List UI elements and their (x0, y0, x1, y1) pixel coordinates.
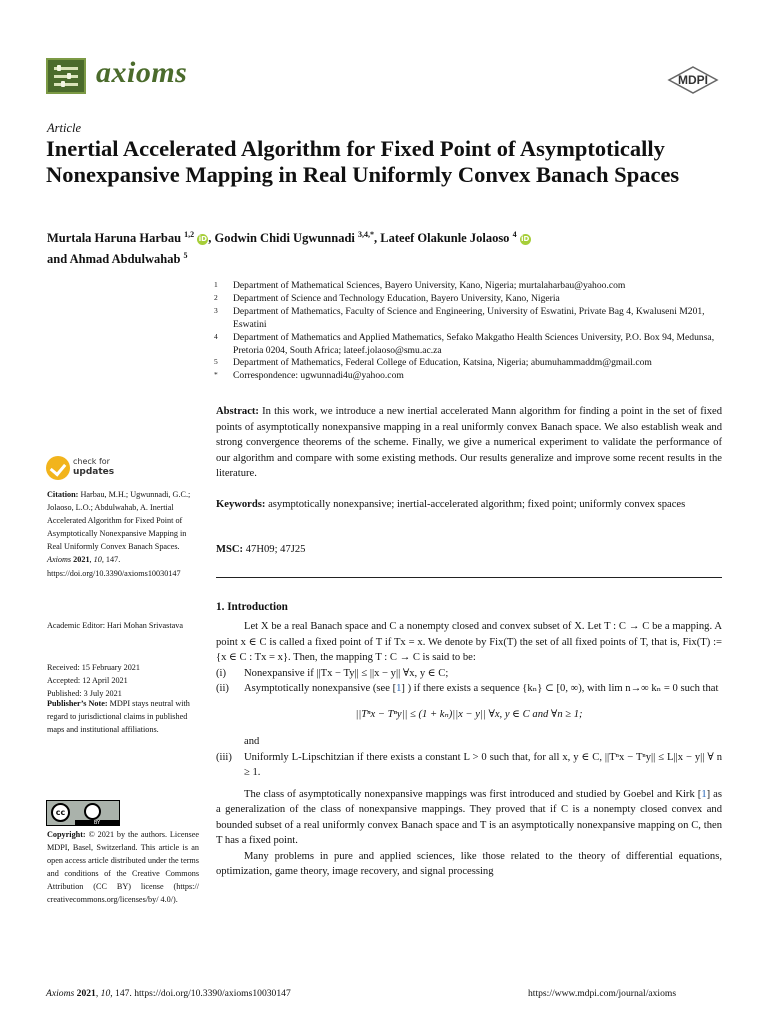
published-date: Published: 3 July 2021 (47, 689, 122, 699)
author-name[interactable]: Lateef Olakunle Jolaoso (380, 231, 510, 246)
paragraph: Let X be a real Banach space and C a nonempty closed and convex subset of X. Let T : C → C be a mapping. A point x ∈ C is called a fixed point of T if Tx = x. We denote by Fix(T) the set of all fixed points of T, that is, Fix(T) := {x ∈ C : Tx = x}. Then, the mapping T : C → C is said to be: (216, 621, 722, 663)
section-heading: 1. Introduction (216, 601, 288, 613)
affiliation-item: 1 Department of Mathematical Sciences, Bayero University, Kano, Nigeria; murtalaharbau@yahoo.com (214, 280, 626, 291)
citation-doi-link[interactable]: , 147. https://doi.org/10.3390/axioms10030147 (47, 555, 181, 578)
msc-label: MSC: (216, 544, 244, 555)
article-type: Article (47, 121, 82, 135)
check-for-updates-button[interactable]: check for updates (46, 456, 176, 484)
author-sup: 4 (512, 230, 517, 239)
list-item: (iii) Uniformly L-Lipschitzian if there exists a constant L > 0 such that, for all x, y ∈ C, ||Tⁿx − Tⁿy|| ≤ L||x − y|| ∀ n ≥ 1. (216, 751, 722, 778)
paragraph: Many problems in pure and applied sciences, like those related to the theory of differential equations, optimization, game theory, image recovery, and signal processing (216, 850, 722, 877)
author-list: Murtala Haruna Harbau $^{1,2}$ iD, Godwin Chidi Ugwunnadi $^{3,4,*}$, Lateef Olakunle Jolaoso $^4$ iD and Ahmad Abdulwahab $^5$ (47, 230, 530, 267)
equation: ||Tⁿx − Tⁿy|| ≤ (1 + kₙ)||x − y|| ∀x, y ∈ C and ∀n ≥ 1; (355, 708, 583, 720)
affiliation-item: 4 Department of Mathematics and Applied Mathematics, Sefako Makgatho Health Sciences University, P.O. Box 94, Medunsa, Pretoria 0204, South Africa; lateef.jolaoso@smu.ac.za (214, 331, 715, 356)
footer-journal-url[interactable]: https://www.mdpi.com/journal/axioms (528, 988, 677, 999)
divider (216, 577, 722, 578)
author-sup: 1,2 (184, 230, 195, 239)
author-name[interactable]: Ahmad Abdulwahab (69, 252, 181, 267)
author-sup: 3,4,* (358, 230, 375, 239)
msc (216, 542, 722, 558)
orcid-icon[interactable]: iD (521, 235, 530, 244)
accepted-date: Accepted: 12 April 2021 (47, 676, 128, 686)
page-title: Inertial Accelerated Algorithm for Fixed Point of Asymptotically Nonexpansive Mapping in Real Uniformly Convex Banach Spaces (46, 136, 680, 187)
footer-citation[interactable]: Axioms 2021, 10, 147. https://doi.org/10.3390/axioms10030147 (46, 988, 291, 999)
check-icon (46, 456, 70, 480)
orcid-icon[interactable]: iD (198, 235, 207, 244)
person-icon (84, 803, 101, 820)
copyright: Copyright: © 2021 by the authors. Licensee MDPI, Basel, Switzerland. This article is an open access article distributed under the terms and conditions of the Creative Commons Attribution (CC BY) license (https:// creativecommons.org/licenses/by/ 4.0/). (47, 830, 200, 905)
abstract-label: Abstract: (216, 406, 259, 417)
keywords-text: asymptotically nonexpansive; inertial-accelerated algorithm; fixed point; uniformly convex spaces (268, 499, 686, 510)
journal-name[interactable]: axioms (96, 56, 188, 89)
reference-link[interactable]: 1 (701, 788, 707, 800)
mdpi-logo-icon[interactable] (667, 66, 719, 94)
paragraph: The class of asymptotically nonexpansive mappings was first introduced and studied by Goebel and Kirk [1] as a generalization of the class of nonexpansive mappings. They proved that if C is a nonempty closed convex and bounded subset of a real uniformly convex Banach space and T is an asymptotically nonexpansive mapping on C, then T has a fixed point. (216, 788, 722, 846)
list-item: (ii) Asymptotically nonexpansive (see [1] ) if there exists a sequence {kₙ} ⊂ [0, ∞), with lim n→∞ kₙ = 0 such that (216, 683, 719, 694)
author-conj: and (47, 252, 68, 267)
cc-by-license-icon[interactable]: cc BY (46, 800, 120, 826)
author-name[interactable]: Murtala Haruna Harbau (47, 231, 182, 246)
publisher-note: Publisher’s Note: MDPI stays neutral with regard to jurisdictional claims in published maps and institutional affiliations. (47, 699, 190, 735)
list-text: and (244, 736, 260, 747)
journal-logo-icon (46, 58, 86, 94)
author-name[interactable]: Godwin Chidi Ugwunnadi (214, 231, 355, 246)
dates (47, 661, 199, 700)
affiliation-item: 3 Department of Mathematics, Faculty of Science and Engineering, University of Eswatini, Private Bag 4, Kwaluseni M201, Eswatini (214, 305, 705, 330)
affiliation-item: 2 Department of Science and Technology Education, Bayero University, Kano, Nigeria (214, 292, 560, 304)
introduction-body (216, 619, 722, 880)
author-sup: 5 (183, 251, 188, 261)
citation: Citation: Harbau, M.H.; Ugwunnadi, G.C.; Jolaoso, L.O.; Abdulwahab, A. Inertial Accelerated Algorithm for Fixed Point of Asymptotically Nonexpansive Mapping in Real Uniformly Convex Banach Spaces. Axioms 2021, 10, 147. https://doi.org/10.3390/axioms10030147 (47, 490, 191, 578)
academic-editor: Academic Editor: Hari Mohan Srivastava (47, 621, 183, 630)
abstract-text: In this work, we introduce a new inertial accelerated Mann algorithm for finding a point in the set of fixed points of asymptotically nonexpansive mapping in a real uniformly convex Banach space. We also establish weak and strong convergence theorems of the scheme. Finally, we give a numerical experiment to validate the performance of our algorithm and compare with some existing methods. Our results generalize and improve some recent results in the literature. (216, 406, 722, 479)
abstract (216, 404, 722, 482)
keywords-label: Keywords: (216, 499, 266, 510)
received-date: Received: 15 February 2021 (47, 663, 140, 672)
reference-link[interactable]: 1 (396, 683, 402, 694)
affiliation-item: * Correspondence: ugwunnadi4u@yahoo.com (214, 370, 404, 382)
publisher-name: MDPI (678, 73, 708, 87)
keywords (216, 497, 722, 513)
list-item: (i) Nonexpansive if ||Tx − Ty|| ≤ ||x − y|| ∀x, y ∈ C; (216, 667, 449, 679)
affiliation-item: 5 Department of Mathematics, Federal College of Education, Katsina, Nigeria; abumuhammaddm@gmail.com (214, 357, 652, 369)
msc-text: 47H09; 47J25 (245, 544, 306, 555)
affiliations (214, 280, 734, 383)
